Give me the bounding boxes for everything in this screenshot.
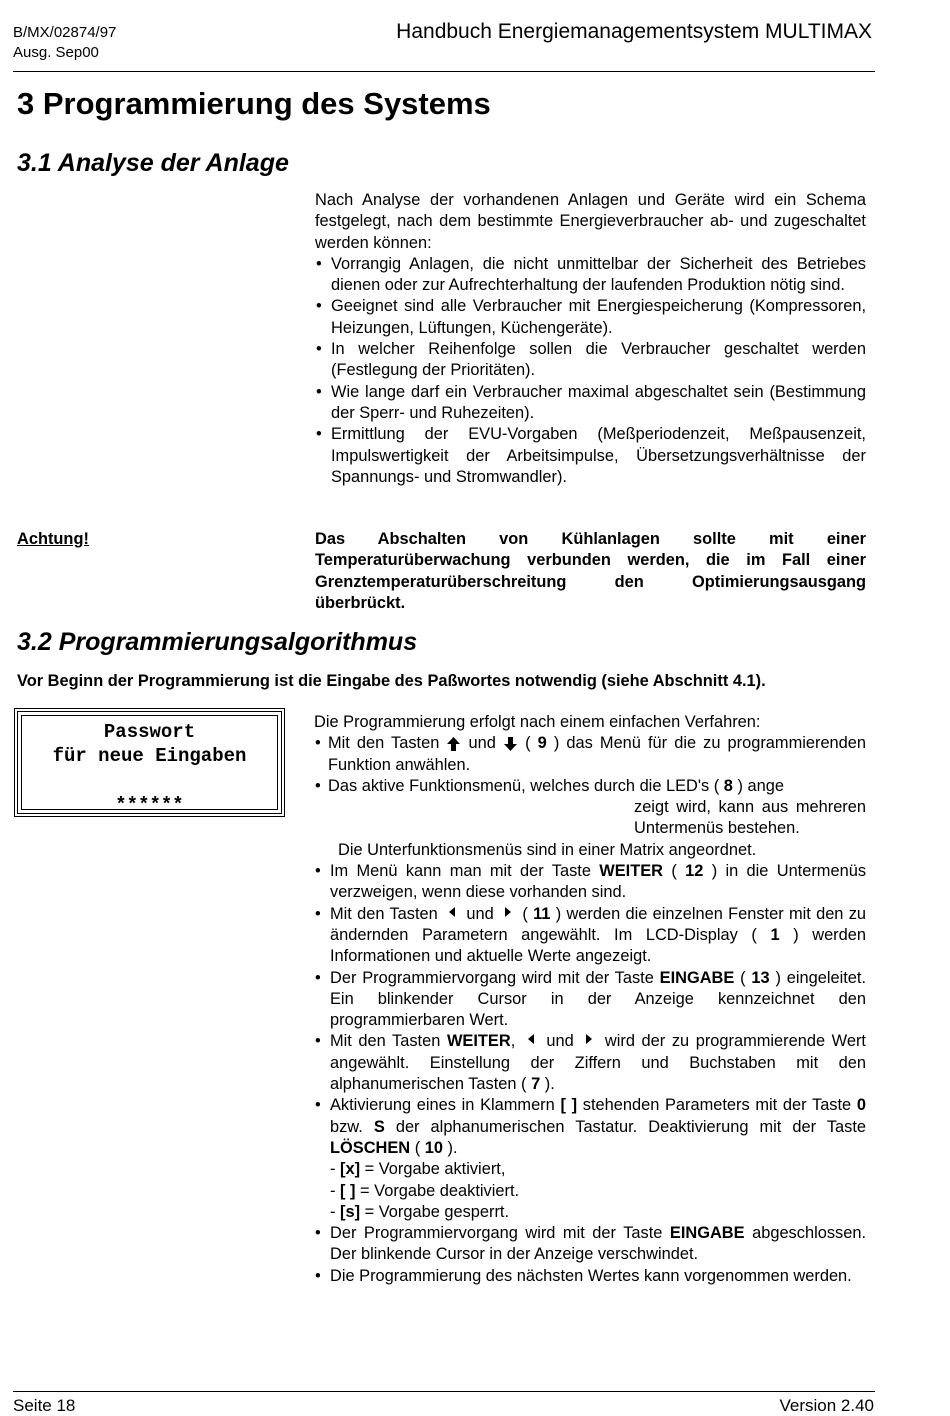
list-item: • Der Programmiervorgang wird mit der Taste EINGABE abgeschlossen. Der blinkende Cursor in der Anzeige verschwindet. xyxy=(314,1223,866,1266)
list-item: • Geeignet sind alle Verbraucher mit Energiespeicherung (Kompressoren, Heizungen, Lüftungen, Küchengeräte). xyxy=(315,296,866,339)
list-item: • Mit den Tasten und ( 11 ) werden die einzelnen Fenster mit den zu ändernden Parametern angewählt. Im LCD-Display ( 1 ) werden Informationen und aktuelle Werte angezeigt. xyxy=(314,904,866,968)
page-number: Seite 18 xyxy=(13,1396,76,1415)
triangle-left-icon xyxy=(449,907,455,917)
section2-content xyxy=(314,712,866,1287)
manual-title: Handbuch Energiemanagementsystem MULTIMAX xyxy=(396,20,872,43)
lcd-line-3: ****** xyxy=(115,794,184,816)
list-item: • Der Programmiervorgang wird mit der Taste EINGABE ( 13 ) eingeleitet. Ein blinkender Cursor in der Anzeige kennzeichnet den programmierbaren Wert. xyxy=(314,968,866,1032)
list-item: • Mit den Tasten WEITER, und wird der zu programmierende Wert angewählt. Einstellung der Ziffern und Buchstaben mit den alphanumerischen Tasten ( 7 ). xyxy=(314,1031,866,1095)
list-item: • Im Menü kann man mit der Taste WEITER ( 12 ) in die Untermenüs verzweigen, wenn diese vorhanden sind. xyxy=(314,861,866,904)
header-rule xyxy=(13,71,875,72)
list-item: • Das aktive Funktionsmenü, welches durch die LED's ( 8 ) ange zeigt wird, kann aus mehreren Untermenüs bestehen. Die Unterfunktionsmenüs sind in einer Matrix angeordnet. xyxy=(314,776,866,861)
lcd-line-2: für neue Eingaben xyxy=(52,745,247,767)
list-item: • Die Programmierung des nächsten Wertes kann vorgenommen werden. xyxy=(314,1266,866,1287)
sub-item-inactive: - [ ] = Vorgabe deaktiviert. xyxy=(330,1181,520,1200)
section2-list xyxy=(314,733,866,1287)
edition: Ausg. Sep00 xyxy=(13,44,99,61)
section1-content xyxy=(315,190,866,488)
chapter-title: 3 Programmierung des Systems xyxy=(17,86,491,121)
section-title-algorithmus: 3.2 Programmierungsalgorithmus xyxy=(17,628,418,656)
list-item: • Vorrangig Anlagen, die nicht unmittelbar der Sicherheit des Betriebes dienen oder zur Aufrechterhaltung der laufenden Produktion nötig sind. xyxy=(315,254,866,297)
section2-intro: Die Programmierung erfolgt nach einem einfachen Verfahren: xyxy=(314,713,761,731)
warning-text: Das Abschalten von Kühlanlagen sollte mit einer Temperaturüberwachung verbunden werden, die im Fall einer Grenztemperaturüberschreitung den Optimierungsausgang überbrückt. xyxy=(315,530,866,612)
section1-intro: Nach Analyse der vorhandenen Anlagen und Geräte wird ein Schema festgelegt, nach dem bestimmte Energieverbraucher ab- und zugeschaltet werden können: xyxy=(315,191,866,252)
version: Version 2.40 xyxy=(779,1396,874,1415)
lcd-display xyxy=(14,708,285,817)
footer-rule xyxy=(13,1391,875,1392)
triangle-right-icon xyxy=(586,1034,592,1044)
triangle-right-icon xyxy=(505,907,511,917)
warning-label: Achtung! xyxy=(17,530,89,548)
list-item: • Aktivierung eines in Klammern [ ] stehenden Parameters mit der Taste 0 bzw. S der alphanumerischen Tastatur. Deaktivierung mit der Taste LÖSCHEN ( 10 ). - [x] = Vorgabe aktiviert, - [ ] = Vorgabe deaktiviert. - [s] = Vorgabe gesperrt. xyxy=(314,1095,866,1223)
sub-item-active: - [x] = Vorgabe aktiviert, xyxy=(330,1160,506,1179)
section-title-analyse: 3.1 Analyse der Anlage xyxy=(17,149,289,177)
list-item: • Wie lange darf ein Verbraucher maximal abgeschaltet sein (Bestimmung der Sperr- und Ruhezeiten). xyxy=(315,382,866,425)
list-item: • In welcher Reihenfolge sollen die Verbraucher geschaltet werden (Festlegung der Prioritäten). xyxy=(315,339,866,382)
doc-id: B/MX/02874/97 xyxy=(13,24,117,41)
section1-list xyxy=(315,254,866,488)
password-note: Vor Beginn der Programmierung ist die Eingabe des Paßwortes notwendig (siehe Abschnitt 4.1). xyxy=(17,672,766,690)
lcd-line-1: Passwort xyxy=(103,721,196,743)
triangle-left-icon xyxy=(528,1034,534,1044)
arrow-up-icon xyxy=(446,736,461,752)
list-item: • Ermittlung der EVU-Vorgaben (Meßperiodenzeit, Meßpausenzeit, Impulswertigkeit der Arbeitsimpulse, Übersetzungsverhältnisse der Spannungs- und Stromwandler). xyxy=(315,424,866,488)
arrow-down-icon xyxy=(503,736,518,752)
list-item: • Mit den Tasten und ( 9 ) das Menü für die zu programmierenden Funktion anwählen. xyxy=(314,733,866,776)
sub-item-locked: - [s] = Vorgabe gesperrt. xyxy=(330,1202,510,1221)
